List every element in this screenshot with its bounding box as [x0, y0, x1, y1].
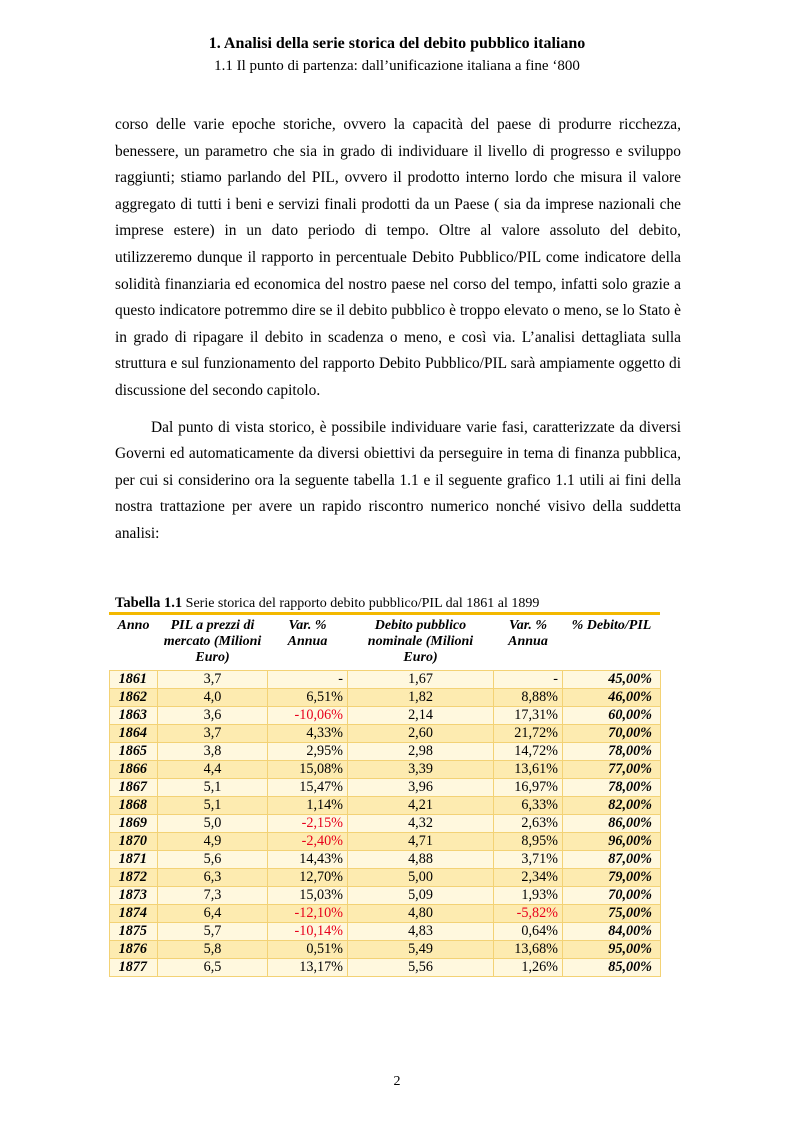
cell-pil: 5,7 [158, 923, 268, 941]
cell-debito: 5,09 [348, 887, 494, 905]
cell-debito: 4,88 [348, 851, 494, 869]
cell-var-pil: 0,51% [268, 941, 348, 959]
cell-var-debito: 8,88% [494, 689, 563, 707]
cell-pil: 5,1 [158, 779, 268, 797]
cell-year: 1868 [110, 797, 158, 815]
paragraph-1: corso delle varie epoche storiche, ovvero la capacità del paese di produrre ricchezza, benessere, un parametro che sia in grado di individuare il livello di progresso e sviluppo raggiunti; stiamo parlando del PIL, ovvero il prodotto interno lordo che misura il valore aggregato di tutti i beni e servizi finali prodotti da un Paese ( sia da imprese nazionali che imprese estere) in un dato periodo di tempo. Oltre al valore assoluto del debito, utilizzeremo dunque il rapporto in percentuale Debito Pubblico/PIL come indicatore della solidità finanziaria ed economica del nostro paese nel corso del tempo, infatti solo grazie a questo indicatore potremmo dire se il debito pubblico è troppo elevato o meno, se lo Stato è in grado di ripagare il debito in scadenza o meno, e così via. L’analisi dettagliata sulla struttura e sul funzionamento del rapporto Debito Pubblico/PIL sarà ampiamente oggetto di discussione del secondo capitolo. [115, 116, 681, 399]
cell-year: 1866 [110, 761, 158, 779]
cell-ratio: 78,00% [563, 743, 661, 761]
cell-var-debito: 8,95% [494, 833, 563, 851]
table-row [110, 905, 661, 923]
table-row [110, 815, 661, 833]
table-row [110, 779, 661, 797]
cell-year: 1863 [110, 707, 158, 725]
cell-var-pil: -10,14% [268, 923, 348, 941]
cell-year: 1870 [110, 833, 158, 851]
cell-debito: 3,96 [348, 779, 494, 797]
cell-debito: 3,39 [348, 761, 494, 779]
table-caption [115, 594, 539, 613]
cell-pil: 6,3 [158, 869, 268, 887]
cell-var-debito: - [494, 671, 563, 689]
cell-year: 1875 [110, 923, 158, 941]
cell-var-pil: - [268, 671, 348, 689]
cell-pil: 6,4 [158, 905, 268, 923]
cell-ratio: 87,00% [563, 851, 661, 869]
cell-year: 1862 [110, 689, 158, 707]
cell-var-pil: -2,40% [268, 833, 348, 851]
cell-var-debito: 3,71% [494, 851, 563, 869]
page-header [0, 34, 794, 76]
cell-year: 1869 [110, 815, 158, 833]
cell-var-debito: 6,33% [494, 797, 563, 815]
cell-var-debito: 2,63% [494, 815, 563, 833]
section-title: 1.1 Il punto di partenza: dall’unificazione italiana a fine ‘800 [214, 58, 580, 74]
cell-var-pil: 15,47% [268, 779, 348, 797]
cell-var-debito: 21,72% [494, 725, 563, 743]
cell-var-debito: 1,26% [494, 959, 563, 977]
table-row [110, 743, 661, 761]
cell-var-pil: -10,06% [268, 707, 348, 725]
table-caption-text: Serie storica del rapporto debito pubblico/PIL dal 1861 al 1899 [182, 596, 540, 611]
cell-debito: 4,32 [348, 815, 494, 833]
cell-debito: 5,00 [348, 869, 494, 887]
cell-var-pil: 6,51% [268, 689, 348, 707]
table-row [110, 869, 661, 887]
body-text [115, 112, 681, 548]
cell-var-pil: -2,15% [268, 815, 348, 833]
cell-pil: 4,4 [158, 761, 268, 779]
cell-ratio: 79,00% [563, 869, 661, 887]
cell-year: 1876 [110, 941, 158, 959]
cell-year: 1872 [110, 869, 158, 887]
cell-ratio: 70,00% [563, 887, 661, 905]
cell-var-debito: 2,34% [494, 869, 563, 887]
cell-ratio: 82,00% [563, 797, 661, 815]
debt-table-container [109, 612, 660, 977]
cell-ratio: 96,00% [563, 833, 661, 851]
cell-debito: 2,60 [348, 725, 494, 743]
cell-ratio: 86,00% [563, 815, 661, 833]
cell-ratio: 75,00% [563, 905, 661, 923]
cell-year: 1874 [110, 905, 158, 923]
cell-ratio: 77,00% [563, 761, 661, 779]
cell-pil: 7,3 [158, 887, 268, 905]
cell-pil: 4,0 [158, 689, 268, 707]
cell-var-debito: 13,61% [494, 761, 563, 779]
cell-pil: 5,8 [158, 941, 268, 959]
cell-ratio: 85,00% [563, 959, 661, 977]
paragraph-2: Dal punto di vista storico, è possibile individuare varie fasi, caratterizzate da diversi Governi ed automaticamente da diversi obiettivi da perseguire in tema di finanza pubblica, per cui si considerino ora la seguente tabella 1.1 e il seguente grafico 1.1 utili ai fini della nostra trattazione per avere un rapido riscontro numerico nonché visivo della suddetta analisi: [115, 418, 681, 542]
cell-var-debito: 0,64% [494, 923, 563, 941]
table-row [110, 887, 661, 905]
cell-year: 1864 [110, 725, 158, 743]
table-row [110, 797, 661, 815]
table-caption-label: Tabella 1.1 [115, 595, 183, 611]
cell-ratio: 84,00% [563, 923, 661, 941]
cell-debito: 4,83 [348, 923, 494, 941]
table-row [110, 941, 661, 959]
cell-var-pil: 12,70% [268, 869, 348, 887]
cell-ratio: 70,00% [563, 725, 661, 743]
cell-debito: 4,21 [348, 797, 494, 815]
cell-year: 1865 [110, 743, 158, 761]
chapter-title: 1. Analisi della serie storica del debito pubblico italiano [208, 35, 586, 52]
cell-var-debito: 14,72% [494, 743, 563, 761]
cell-pil: 5,1 [158, 797, 268, 815]
cell-var-pil: 13,17% [268, 959, 348, 977]
cell-pil: 3,7 [158, 725, 268, 743]
table-row [110, 923, 661, 941]
cell-var-debito: 16,97% [494, 779, 563, 797]
cell-debito: 2,14 [348, 707, 494, 725]
cell-pil: 3,8 [158, 743, 268, 761]
header-var-debito: Var. % Annua [508, 618, 548, 649]
header-ratio: % Debito/PIL [571, 618, 652, 633]
cell-pil: 3,6 [158, 707, 268, 725]
header-debito: Debito pubblico nominale (Milioni Euro) [367, 618, 474, 665]
table-row [110, 761, 661, 779]
cell-var-debito: 13,68% [494, 941, 563, 959]
cell-var-debito: 1,93% [494, 887, 563, 905]
table-row [110, 851, 661, 869]
cell-debito: 2,98 [348, 743, 494, 761]
cell-pil: 6,5 [158, 959, 268, 977]
cell-ratio: 95,00% [563, 941, 661, 959]
cell-ratio: 46,00% [563, 689, 661, 707]
header-pil: PIL a prezzi di mercato (Milioni Euro) [163, 618, 262, 665]
cell-var-pil: -12,10% [268, 905, 348, 923]
table-row [110, 689, 661, 707]
table-row [110, 959, 661, 977]
cell-pil: 5,6 [158, 851, 268, 869]
header-var-pil: Var. % Annua [287, 618, 328, 649]
cell-year: 1867 [110, 779, 158, 797]
table-row [110, 671, 661, 689]
cell-var-pil: 15,03% [268, 887, 348, 905]
cell-year: 1861 [110, 671, 158, 689]
table-body [110, 671, 661, 977]
table-row [110, 833, 661, 851]
table-row [110, 707, 661, 725]
cell-var-pil: 15,08% [268, 761, 348, 779]
cell-pil: 5,0 [158, 815, 268, 833]
cell-year: 1877 [110, 959, 158, 977]
cell-debito: 4,80 [348, 905, 494, 923]
cell-debito: 5,49 [348, 941, 494, 959]
cell-ratio: 60,00% [563, 707, 661, 725]
cell-var-pil: 14,43% [268, 851, 348, 869]
cell-debito: 1,67 [348, 671, 494, 689]
table-row [110, 725, 661, 743]
cell-var-debito: 17,31% [494, 707, 563, 725]
debt-gdp-table [109, 615, 661, 977]
header-anno: Anno [117, 618, 150, 633]
cell-var-debito: -5,82% [494, 905, 563, 923]
cell-var-pil: 1,14% [268, 797, 348, 815]
cell-year: 1871 [110, 851, 158, 869]
table-header-row [110, 615, 661, 671]
cell-var-pil: 4,33% [268, 725, 348, 743]
cell-debito: 5,56 [348, 959, 494, 977]
cell-var-pil: 2,95% [268, 743, 348, 761]
cell-ratio: 78,00% [563, 779, 661, 797]
cell-pil: 4,9 [158, 833, 268, 851]
page-number: 2 [393, 1074, 401, 1089]
cell-debito: 4,71 [348, 833, 494, 851]
cell-pil: 3,7 [158, 671, 268, 689]
cell-year: 1873 [110, 887, 158, 905]
cell-ratio: 45,00% [563, 671, 661, 689]
cell-debito: 1,82 [348, 689, 494, 707]
